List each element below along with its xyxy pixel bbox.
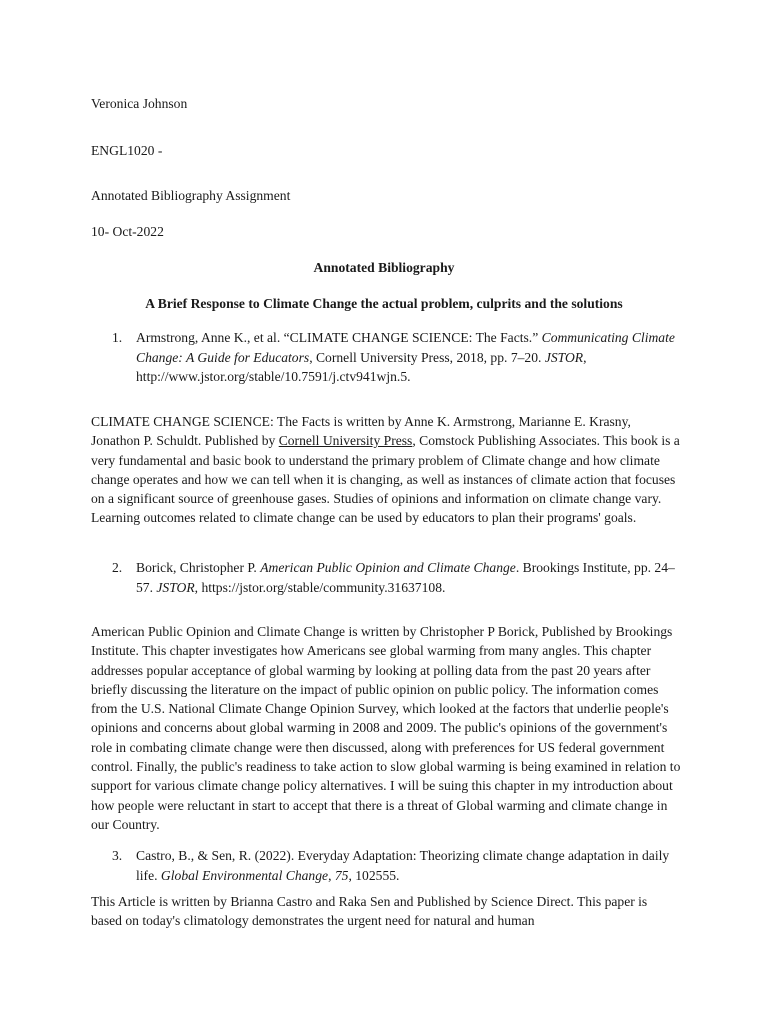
document-subtitle: A Brief Response to Climate Change the actual problem, culprits and the solutions [145,296,623,311]
annotation-text: , Comstock Publishing Associates. This book is a very fundamental and basic book to understand the primary problem of Climate change and how climate change operates and how we can tell when it is changing, as well as instances of climate action that focuses on a significant source of greenhouse gases. Studies of opinions and information on climate change vary. Learning outcomes related to climate change can be used by educators to plan their programs' goals. [91,433,680,526]
citation-database-italic: JSTOR [156,579,195,595]
entry-number: 1. [112,330,123,345]
citation-text: . Brookings Institute, pp. 24–57. [136,560,675,595]
annotation-paragraph [91,412,681,528]
document-title: Annotated Bibliography [313,260,455,275]
author-name: Veronica Johnson [91,96,188,111]
annotation-paragraph: This Article is written by Brianna Castro and Raka Sen and Published by Science Direct. This paper is based on today's climatology demonstrates the urgent need for natural and human [91,894,648,929]
citation-text: , 102555. [348,867,400,883]
citation-source-italic: Communicating Climate Change: A Guide for Educators [136,330,675,365]
citation [136,558,676,597]
citation-source-italic: American Public Opinion and Climate Change [260,560,516,575]
entry-number: 3. [112,848,123,863]
assignment-name: Annotated Bibliography Assignment [91,188,291,203]
citation-text: Borick, Christopher P. [136,560,261,575]
entry-number: 2. [112,560,123,575]
course-code: ENGL1020 - [91,143,163,158]
citation [136,846,676,885]
citation-database-italic: JSTOR [544,349,584,365]
assignment-date: 10- Oct-2022 [91,224,164,239]
publisher-link[interactable]: Cornell University Press [278,433,413,449]
citation-text: , Cornell University Press, 2018, pp. 7–20. [309,349,545,365]
citation-text: Castro, B., & Sen, R. (2022). Everyday Adaptation: Theorizing climate change adaptation in daily life. [136,848,670,883]
citation-text: , http://www.jstor.org/stable/10.7591/j.ctv941wjn.5. [136,349,587,384]
citation [136,328,676,387]
annotation-paragraph: American Public Opinion and Climate Change is written by Christopher P Borick, Published by Brookings Institute. This chapter investigates how Americans see global warming from many angles. This chapter addresses popular acceptance of global warming by looking at polling data from the past 20 years after briefly discussing the literature on the impact of public opinion on public policy. The information comes from the U.S. National Climate Change Opinion Survey, which looked at the factors that underlie people's opinions and concerns about global warming in 2008 and 2009. The public's opinions of the government's role in combating climate change were then discussed, along with preferences for US federal government control. Finally, the public's readiness to take action to slow global warming is being examined in relation to support for various climate change policy alternatives. I will be suing this chapter in my introduction about how people were reluctant in start to accept that there is a threat of Global warming and climate change in our Country. [91,624,681,832]
citation-text: , [328,867,335,883]
citation-text: Armstrong, Anne K., et al. “CLIMATE CHANGE SCIENCE: The Facts.” [136,330,542,345]
annotation-text: CLIMATE CHANGE SCIENCE: The Facts is written by Anne K. Armstrong, Marianne E. Krasny, Jonathon P. Schuldt. Published by [91,414,631,449]
citation-source-italic: Global Environmental Change [160,867,329,883]
citation-volume-italic: 75 [334,867,349,883]
citation-text: , https://jstor.org/stable/community.31637108. [194,579,446,595]
